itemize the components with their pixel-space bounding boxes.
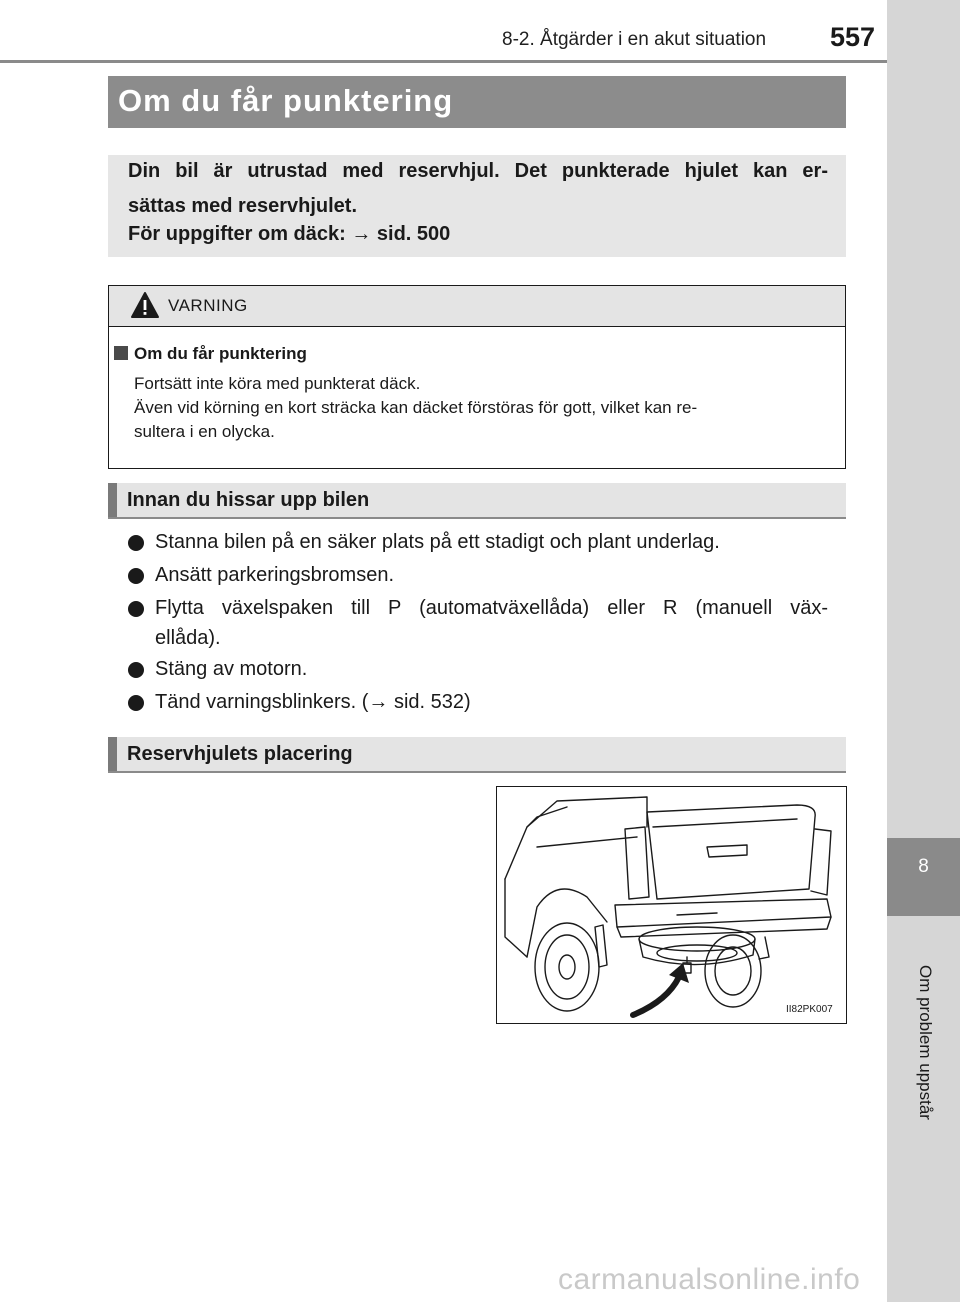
pickup-rear-drawing [497,787,846,1023]
bullet-icon [128,601,144,617]
intro-line: Din bil är utrustad med reservhjul. Det punkterade hjulet kan er- [128,160,828,182]
page-title: Om du får punktering [118,83,454,118]
bullet-item: Stanna bilen på en säker plats på ett stadigt och plant underlag. [155,531,720,553]
spare-wheel-illustration [496,786,847,1024]
warning-text: Fortsätt inte köra med punkterat däck. [134,374,421,393]
header-divider [0,60,887,63]
bullet-item: Flytta växelspaken till P (automatväxellåda) eller R (manuell väx- [155,597,828,619]
chapter-number: 8 [918,856,929,877]
bullet-item: Stäng av motorn. [155,658,308,680]
bullet-icon [128,535,144,551]
bullet-icon [128,568,144,584]
chapter-tab-label: Om problem uppstår [916,965,935,1120]
section-heading: Reservhjulets placering [127,743,353,765]
warning-triangle-icon [130,291,160,319]
intro-reference-link[interactable]: För uppgifter om däck: → sid. 500 [128,223,451,245]
bullet-item-continuation: ellåda). [155,627,221,649]
section-accent [108,483,117,517]
bullet-item-reference[interactable]: Tänd varningsblinkers. (→ sid. 532) [155,691,471,713]
chapter-title: 8-2. Åtgärder i en akut situation [502,29,767,50]
bullet-item: Ansätt parkeringsbromsen. [155,564,395,586]
square-bullet-icon [114,346,128,360]
section-heading: Innan du hissar upp bilen [127,489,370,511]
illustration-code: II82PK007 [786,1004,833,1015]
bullet-icon [128,662,144,678]
warning-text: sultera i en olycka. [134,422,275,441]
bullet-icon [128,695,144,711]
warning-title: VARNING [168,296,248,315]
watermark-text: carmanualsonline.info [558,1263,861,1296]
warning-text: Även vid körning en kort sträcka kan däcket förstöras för gott, vilket kan re- [134,398,698,417]
section-accent [108,737,117,771]
warning-subheading: Om du får punktering [134,344,307,363]
page-number: 557 [830,22,876,52]
intro-line: sättas med reservhjulet. [128,195,357,217]
